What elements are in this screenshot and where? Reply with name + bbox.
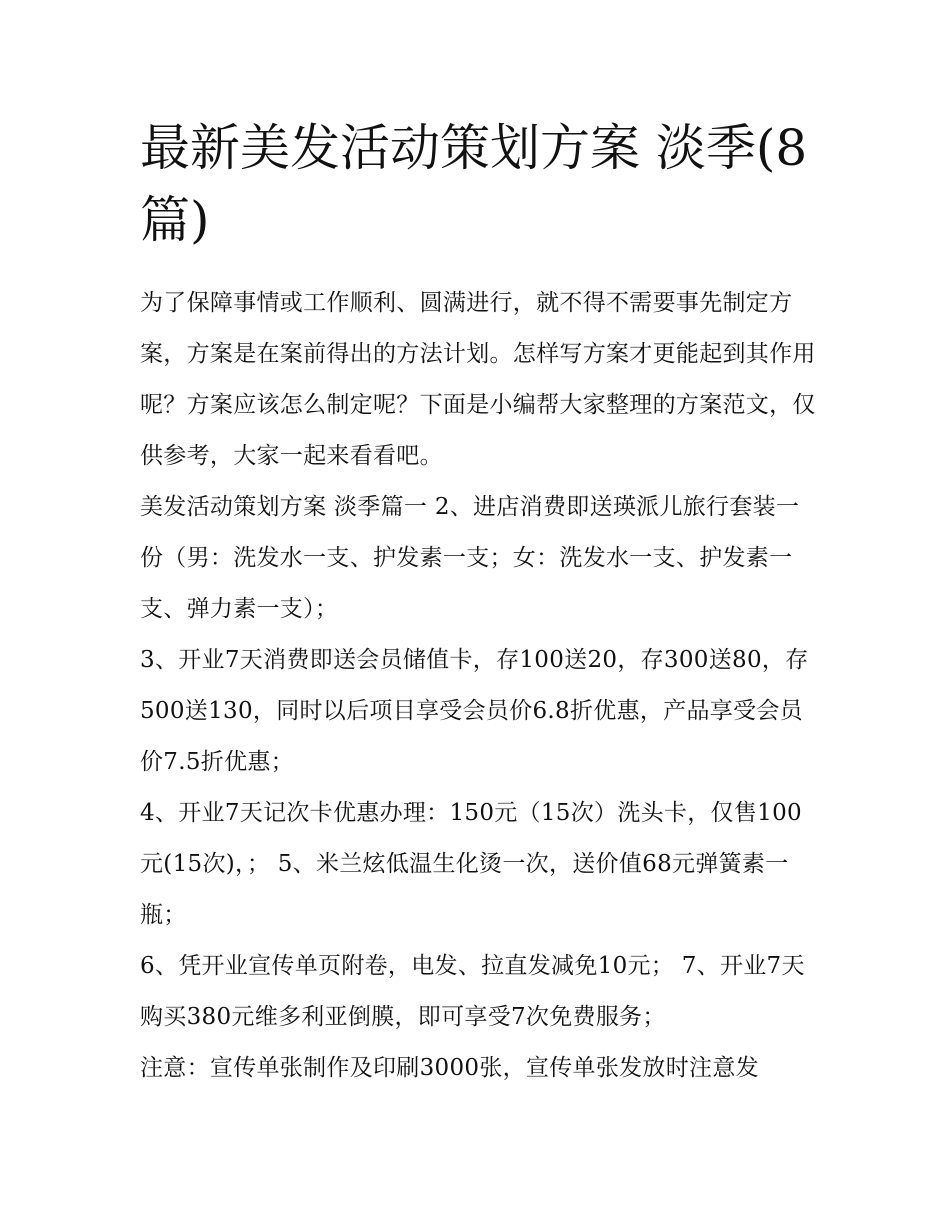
paragraph-item-2: 美发活动策划方案 淡季篇一 2、进店消费即送瑛派儿旅行套装一份（男：洗发水一支、护发素一支；女：洗发水一支、护发素一支、弹力素一支）； <box>140 494 800 622</box>
paragraph-intro: 为了保障事情或工作顺利、圆满进行，就不得不需要事先制定方案，方案是在案前得出的方法计划。怎样写方案才更能起到其作用呢？方案应该怎么制定呢？下面是小编帮大家整理的方案范文，仅供参考，大家一起来看看吧。 <box>140 290 816 469</box>
paragraph-item-4-5: 4、开业7天记次卡优惠办理：150元（15次）洗头卡，仅售100元(15次)，； 5、米兰炫低温生化烫一次，送价值68元弹簧素一瓶； <box>140 800 802 928</box>
paragraph-item-3: 3、开业7天消费即送会员储值卡，存100送20，存300送80，存500送130，同时以后项目享受会员价6.8折优惠，产品享受会员价7.5折优惠； <box>140 647 809 775</box>
paragraph-note: 注意：宣传单张制作及印刷3000张，宣传单张发放时注意发 <box>140 1055 759 1081</box>
document-body <box>140 278 820 1094</box>
document-title: 最新美发活动策划方案 淡季(8篇) <box>140 119 808 249</box>
paragraph-item-6-7: 6、凭开业宣传单页附卷，电发、拉直发减免10元； 7、开业7天购买380元维多利亚倒膜，即可享受7次免费服务； <box>140 953 805 1030</box>
